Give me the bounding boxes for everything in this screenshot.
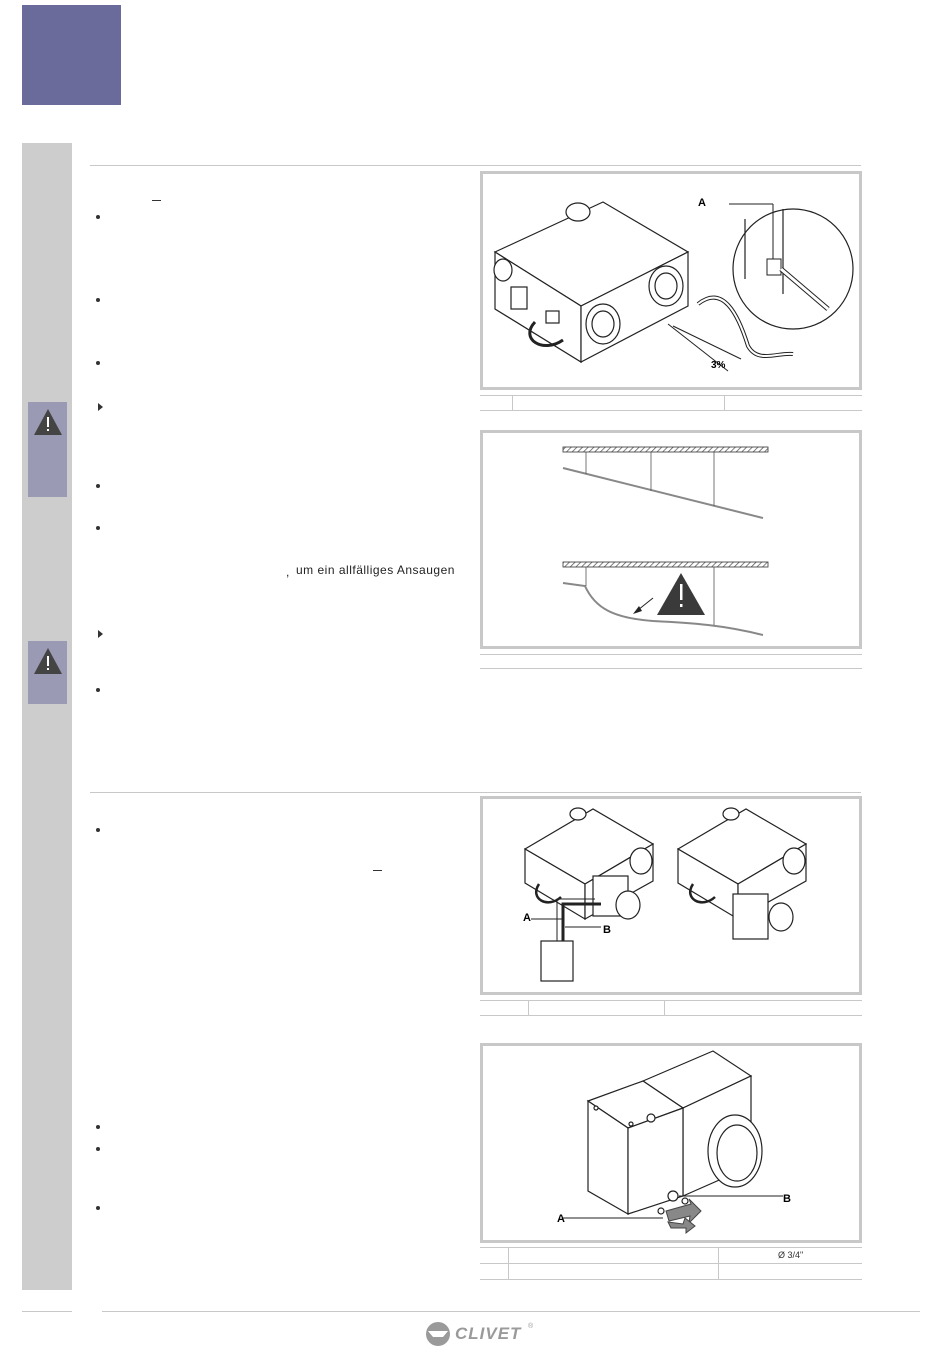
body-text-line: um ein allfälliges Ansaugen	[296, 563, 455, 577]
figure-caption-table-3	[480, 1000, 862, 1016]
slope-label: 3%	[711, 360, 726, 371]
text-underscore-mark	[152, 200, 161, 201]
figure-drain-slope	[480, 171, 862, 390]
pump-connections-drawing	[483, 1046, 859, 1240]
list-bullet	[96, 361, 100, 365]
figure-caption-rule	[480, 654, 862, 655]
duct-slope-drawing	[483, 433, 859, 646]
list-bullet	[96, 1206, 100, 1210]
figure-caption-rule	[480, 668, 862, 669]
callout-a: A	[698, 197, 706, 209]
text-comma: ,	[286, 565, 290, 579]
figure-caption-table-4	[480, 1247, 862, 1280]
section-rule-middle	[90, 792, 861, 793]
warning-icon	[33, 408, 63, 436]
list-bullet	[96, 1125, 100, 1129]
figure-condensate-pump	[480, 796, 862, 995]
condensate-pump-drawing	[483, 799, 859, 992]
callout-a: A	[557, 1213, 565, 1225]
list-arrow-bullet	[98, 403, 103, 411]
clivet-logo-mark-icon	[425, 1321, 451, 1347]
list-bullet	[96, 688, 100, 692]
side-strip	[22, 143, 72, 1290]
figure-caption-table-1	[480, 395, 862, 411]
footer-rule	[102, 1311, 920, 1312]
brand-name: CLIVET	[455, 1324, 522, 1343]
list-bullet	[96, 298, 100, 302]
warning-panel-1	[28, 402, 67, 497]
figure-duct-slope	[480, 430, 862, 649]
callout-a: A	[523, 912, 531, 924]
section-rule-top	[90, 165, 861, 166]
footer-rule-left	[22, 1311, 72, 1312]
list-bullet	[96, 1147, 100, 1151]
list-bullet	[96, 526, 100, 530]
header-color-block	[22, 5, 121, 105]
clivet-logo	[425, 1321, 535, 1347]
figure-pump-connections	[480, 1043, 862, 1243]
list-bullet	[96, 484, 100, 488]
callout-b: B	[783, 1193, 791, 1205]
warning-icon	[33, 647, 63, 675]
drain-slope-drawing	[483, 174, 859, 387]
text-underscore-mark	[373, 870, 382, 871]
registered-mark: ®	[528, 1323, 534, 1330]
list-bullet	[96, 215, 100, 219]
callout-b: B	[603, 924, 611, 936]
list-bullet	[96, 828, 100, 832]
warning-panel-2	[28, 641, 67, 704]
pipe-diameter-label: Ø 3/4"	[778, 1250, 804, 1260]
list-arrow-bullet	[98, 630, 103, 638]
